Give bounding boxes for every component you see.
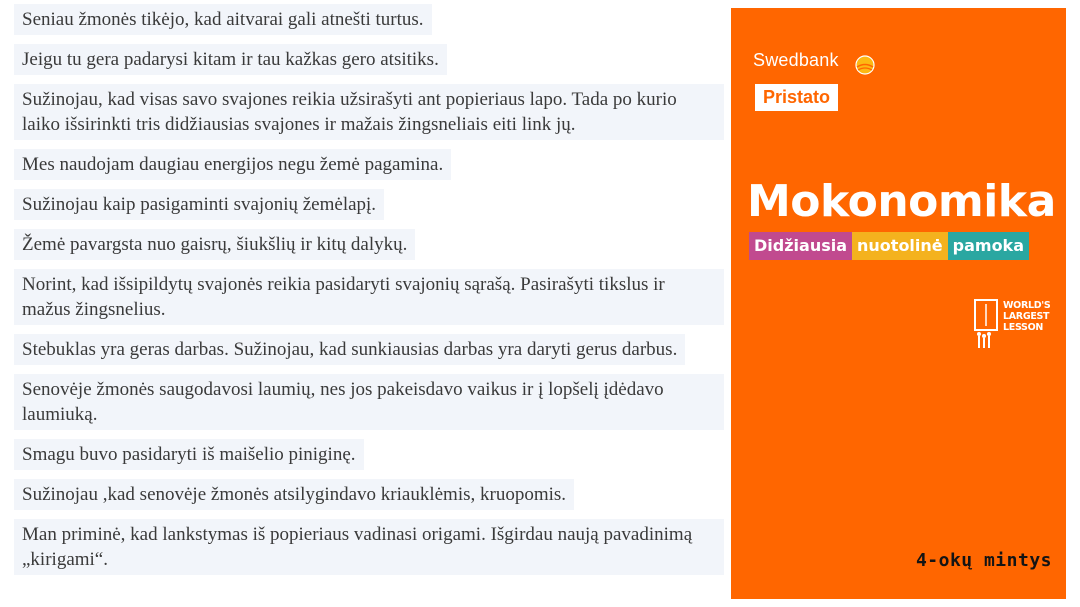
- brand-title: Mokonomika: [747, 176, 1056, 227]
- tagline-word-2: nuotolinė: [852, 232, 948, 260]
- thought-paragraph: Sužinojau kaip pasigaminti svajonių žemėlapį.: [14, 189, 384, 220]
- thought-paragraph: Sužinojau, kad visas savo svajones reikia užsirašyti ant popieriaus lapo. Tada po kurio laiko išsirinkti tris didžiausias svajones ir mažais žingsneliais eiti link jų.: [14, 84, 724, 140]
- student-thoughts-list: [14, 4, 724, 584]
- footer-caption: 4-okų mintys: [915, 550, 1052, 571]
- wll-line: WORLD'S: [1003, 300, 1051, 311]
- worlds-largest-lesson-text: [1003, 300, 1050, 333]
- thought-paragraph: Jeigu tu gera padarysi kitam ir tau kažkas gero atsitiks.: [14, 44, 447, 75]
- swedbank-sun-icon: [853, 54, 877, 76]
- thought-paragraph: Man priminė, kad lankstymas iš popieriaus vadinasi origami. Išgirdau naują pavadinimą „kirigami“.: [14, 519, 724, 575]
- thought-paragraph: Mes naudojam daugiau energijos negu žemė pagamina.: [14, 149, 451, 180]
- thought-paragraph: Smagu buvo pasidaryti iš maišelio piniginę.: [14, 439, 364, 470]
- presents-label: Pristato: [755, 84, 838, 111]
- thought-paragraph: Žemė pavargsta nuo gaisrų, šiukšlių ir kitų dalykų.: [14, 229, 415, 260]
- thought-paragraph: Stebuklas yra geras darbas. Sužinojau, kad sunkiausias darbas yra daryti gerus darbus.: [14, 334, 685, 365]
- mokonomika-banner: [731, 8, 1066, 599]
- thought-paragraph: Sužinojau ,kad senovėje žmonės atsilygindavo kriauklėmis, kruopomis.: [14, 479, 574, 510]
- tagline: [749, 232, 1029, 260]
- thought-paragraph: Seniau žmonės tikėjo, kad aitvarai gali atnešti turtus.: [14, 4, 432, 35]
- wll-line: LARGEST: [1003, 311, 1050, 322]
- thought-paragraph: Norint, kad išsipildytų svajonės reikia pasidaryti svajonių sąrašą. Pasirašyti tikslus ir mažus žingsnelius.: [14, 269, 724, 325]
- tagline-word-1: Didžiausia: [749, 232, 852, 260]
- wll-line: LESSON: [1003, 322, 1044, 333]
- sponsor-name: Swedbank: [753, 50, 839, 70]
- tagline-word-3: pamoka: [948, 232, 1029, 260]
- thought-paragraph: Senovėje žmonės saugodavosi laumių, nes jos pakeisdavo vaikus ir į lopšelį įdėdavo laumiuką.: [14, 374, 724, 430]
